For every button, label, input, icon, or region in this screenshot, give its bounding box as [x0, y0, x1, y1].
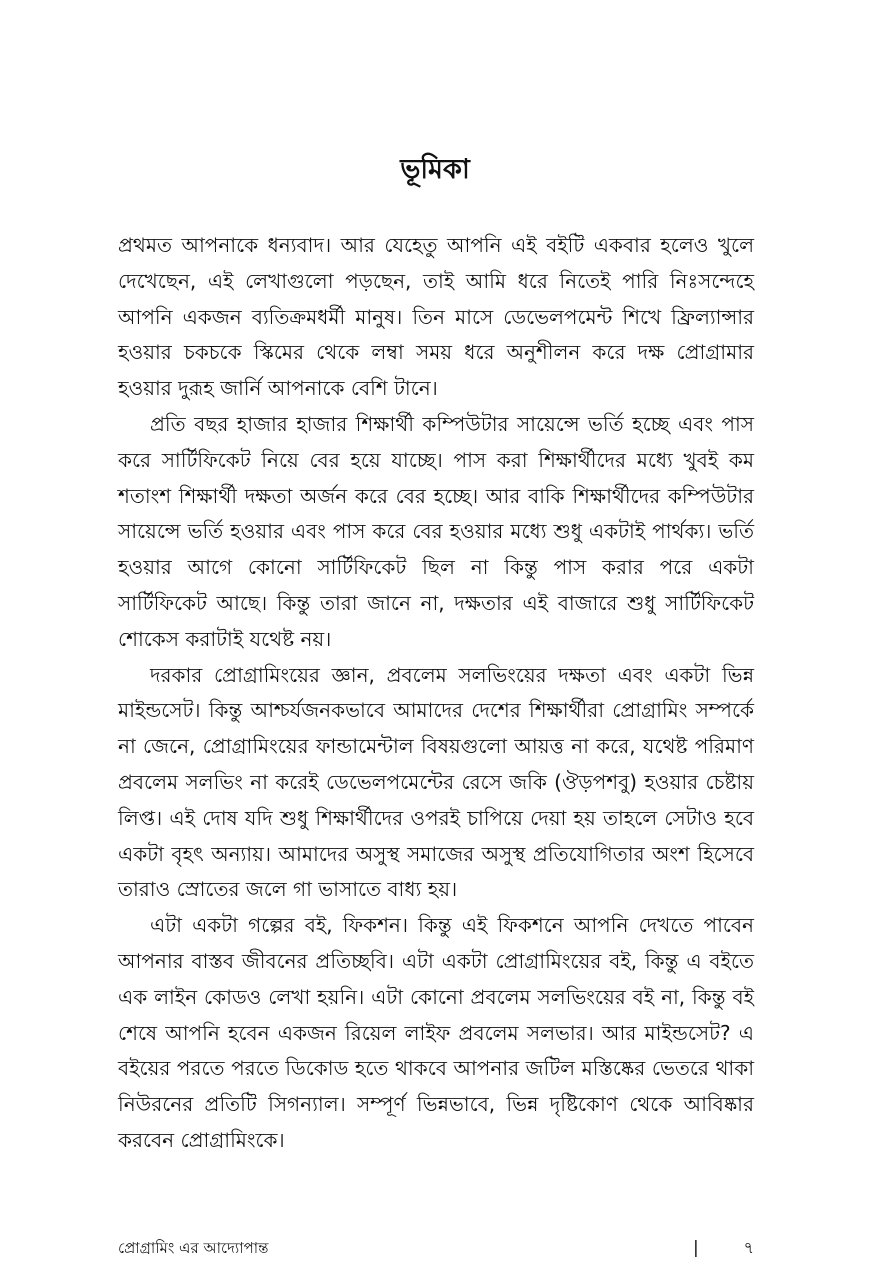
chapter-heading: ভূমিকা	[400, 154, 470, 185]
footer-separator: |	[693, 1238, 699, 1258]
paragraph-3: দরকার প্রোগ্রামিংয়ের জ্ঞান, প্রবলেম সলভিংয়ের দক্ষতা এবং একটা ভিন্ন মাইন্ডসেট। কিন্তু আশ্চর্যজনকভাবে আমাদের দেশের শিক্ষার্থীরা প্রোগ্রামিং সম্পর্কে না জেনে, প্রোগ্রামিংয়ের ফান্ডামেন্টাল বিষয়গুলো আয়ত্ত না করে, যথেষ্ট পরিমাণ প্রবলেম সলভিং না করেই ডেভেলপমেন্টের রেসে জকি (ঔড়পশবু) হওয়ার চেষ্টায় লিপ্ত। এই দোষ যদি শুধু শিক্ষার্থীদের ওপরই চাপিয়ে দেয়া হয় তাহলে সেটাও হবে একটা বৃহৎ অন্যায়। আমাদের অসুস্থ সমাজের অসুস্থ প্রতিযোগিতার অংশ হিসেবে তারাও স্রোতের জলে গা ভাসাতে বাধ্য হয়।	[118, 662, 754, 902]
footer-book-title: প্রোগ্রামিং এর আদ্যোপান্ত	[118, 1239, 269, 1257]
paragraph-1: প্রথমত আপনাকে ধন্যবাদ। আর যেহেতু আপনি এই বইটি একবার হলেও খুলে দেখেছেন, এই লেখাগুলো পড়ছেন, তাই আমি ধরে নিতেই পারি নিঃসন্দেহে আপনি একজন ব্যতিক্রমধর্মী মানুষ। তিন মাসে ডেভেলপমেন্ট শিখে ফ্রিল্যান্সার হওয়ার চকচকে স্কিমের থেকে লম্বা সময় ধরে অনুশীলন করে দক্ষ প্রোগ্রামার হওয়ার দুরূহ জার্নি আপনাকে বেশি টানে।	[118, 233, 754, 401]
paragraph-2: প্রতি বছর হাজার হাজার শিক্ষার্থী কম্পিউটার সায়েন্সে ভর্তি হচ্ছে এবং পাস করে সার্টিফিকেট নিয়ে বের হয়ে যাচ্ছে। পাস করা শিক্ষার্থীদের মধ্যে খুবই কম শতাংশ শিক্ষার্থী দক্ষতা অর্জন করে বের হচ্ছে। আর বাকি শিক্ষার্থীদের কম্পিউটার সায়েন্সে ভর্তি হওয়ার এবং পাস করে বের হওয়ার মধ্যে শুধু একটাই পার্থক্য। ভর্তি হওয়ার আগে কোনো সার্টিফিকেট ছিল না কিন্তু পাস করার পরে একটা সার্টিফিকেট আছে। কিন্তু তারা জানে না, দক্ষতার এই বাজারে শুধু সার্টিফিকেট শোকেস করাটাই যথেষ্ট নয়।	[118, 411, 754, 651]
page-footer	[118, 1236, 754, 1260]
page-number: ৭	[743, 1238, 754, 1257]
preface-body	[118, 228, 754, 1159]
paragraph-4: এটা একটা গল্পের বই, ফিকশন। কিন্তু এই ফিকশনে আপনি দেখতে পাবেন আপনার বাস্তব জীবনের প্রতিচ্ছবি। এটা একটা প্রোগ্রামিংয়ের বই, কিন্তু এ বইতে এক লাইন কোডও লেখা হয়নি। এটা কোনো প্রবলেম সলভিংয়ের বই না, কিন্তু বই শেষে আপনি হবেন একজন রিয়েল লাইফ প্রবলেম সলভার। আর মাইন্ডসেট? এ বইয়ের পরতে পরতে ডিকোড হতে থাকবে আপনার জটিল মস্তিষ্কের ভেতরে থাকা নিউরনের প্রতিটি সিগন্যাল। সম্পূর্ণ ভিন্নভাবে, ভিন্ন দৃষ্টিকোণ থেকে আবিষ্কার করবেন প্রোগ্রামিংকে।	[118, 913, 754, 1152]
